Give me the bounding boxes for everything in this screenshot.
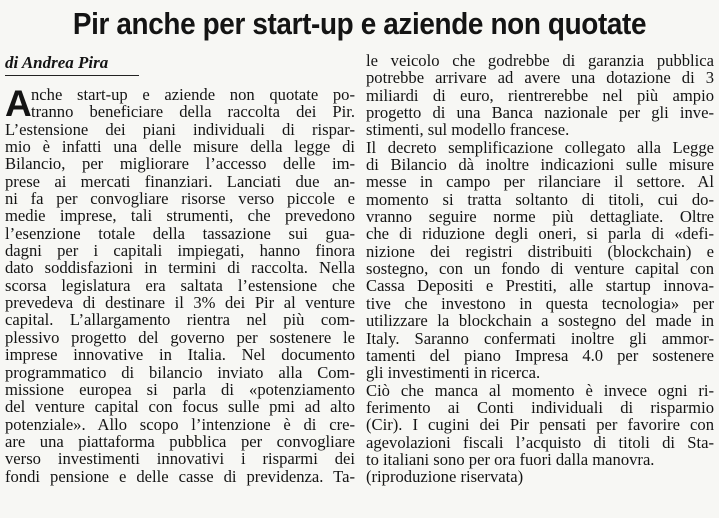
text-line: Il decreto semplificazione collegato alla Legge [366, 137, 714, 157]
text-line: capital. L’allargamento rientra nel più com- [5, 310, 355, 330]
text-line: dato soddisfazioni in termini di raccolta. Nella [5, 258, 355, 278]
text-line: di Bilancio dà inoltre indicazioni sulle misure [366, 155, 714, 175]
text-line: L’estensione dei piani individuali di rispar- [5, 119, 355, 139]
text-line: potrebbe arrivare ad avere una dotazione di 3 [366, 68, 714, 88]
text-line: stimenti, sul modello francese. [366, 120, 570, 140]
text-line: tamenti del piano Impresa 4.0 per sostenere [366, 345, 714, 365]
text-line: le veicolo che godrebbe di garanzia pubblica [366, 51, 714, 70]
text-line: prevedeva di destinare il 3% dei Pir al venture [5, 293, 355, 313]
text-line: potenziale». Allo scopo l’intenzione è di cre- [5, 414, 355, 434]
text-line: fondi pensione e delle casse di previdenza. Ta- [5, 466, 355, 486]
text-line: progetto di una Banca nazionale per gli inve- [366, 103, 714, 123]
text-line: nche start-up e aziende non quotate po- [31, 85, 355, 104]
text-line: scorsa legislatura era saltata l’estensione che [5, 275, 355, 295]
article-body-left [5, 83, 355, 486]
text-line: Cassa Depositi e Prestiti, alle startup innova- [366, 276, 714, 296]
text-line: prese ai mercati finanziari. Lanciati due an- [5, 171, 355, 191]
text-line: tranno beneficiare della raccolta dei Pir. [31, 102, 355, 122]
text-line: ni fa per convogliare risorse verso piccole e [5, 189, 355, 209]
text-line: medie imprese, tali strumenti, che prevedono [5, 206, 355, 226]
text-line: sostegno, con un fondo di venture capital con [366, 259, 714, 279]
text-line: verso investimenti innovativi i risparmi dei [5, 449, 355, 469]
text-line: momento si tratta soltanto di titoli, cui do- [366, 189, 714, 209]
text-line: Italy. Saranno confermati inoltre gli ammor- [366, 328, 714, 348]
text-line: gli investimenti in ricerca. [366, 363, 541, 383]
text-line: are una piattaforma pubblica per convogliare [5, 431, 355, 451]
text-line: l’esenzione totale della tassazione sui gua- [5, 223, 355, 243]
copyright-note: (riproduzione riservata) [366, 467, 524, 487]
text-line: ferimento ai Conti individuali di risparmio [366, 397, 714, 417]
text-line: tive che investono in questa tecnologia» per [366, 293, 714, 313]
text-line: utilizzare la blockchain a sostegno del made in [366, 311, 714, 331]
text-line: dagni per i capitali impiegati, hanno finora [5, 241, 355, 261]
byline: di Andrea Pira [5, 52, 139, 76]
text-line: (Cir). I cugini dei Pir pensati per favorire con [366, 415, 714, 435]
text-line: Ciò che manca al momento è invece ogni ri- [366, 380, 714, 400]
text-line: missione europea si parla di «potenziamento [5, 379, 355, 399]
text-line: nizione dei registri distribuiti (blockchain) e [366, 241, 714, 261]
text-line: plessivo progetto del governo per sostenere le [5, 327, 355, 347]
text-line: del venture capital con focus sulle pmi ad alto [5, 397, 355, 417]
text-line: messe in campo per rilanciare il settore. Al [366, 172, 714, 192]
text-line: vranno seguire norme più dettagliate. Oltre [366, 207, 714, 227]
text-line: che di riduzione degli oneri, si parla di «defi- [366, 224, 714, 244]
text-line: programmatico di bilancio inviato alla Com- [5, 362, 355, 382]
text-line: Bilancio, per migliorare l’accesso delle im- [5, 154, 355, 174]
text-line: mio è infatti una delle misure della legge di [5, 137, 355, 157]
article-column-left [5, 52, 355, 485]
text-line: miliardi di euro, rientrerebbe nel più ampio [366, 85, 714, 105]
text-line: agevolazioni fiscali l’acquisto di titoli di Sta- [366, 432, 714, 452]
text-line: imprese innovative in Italia. Nel documento [5, 345, 355, 365]
article-column-right [366, 52, 714, 486]
article-title: Pir anche per start-up e aziende non quotate [72, 6, 647, 41]
text-line: to italiani sono per ora fuori dalla manovra. [366, 449, 655, 469]
drop-cap: A [5, 83, 32, 124]
